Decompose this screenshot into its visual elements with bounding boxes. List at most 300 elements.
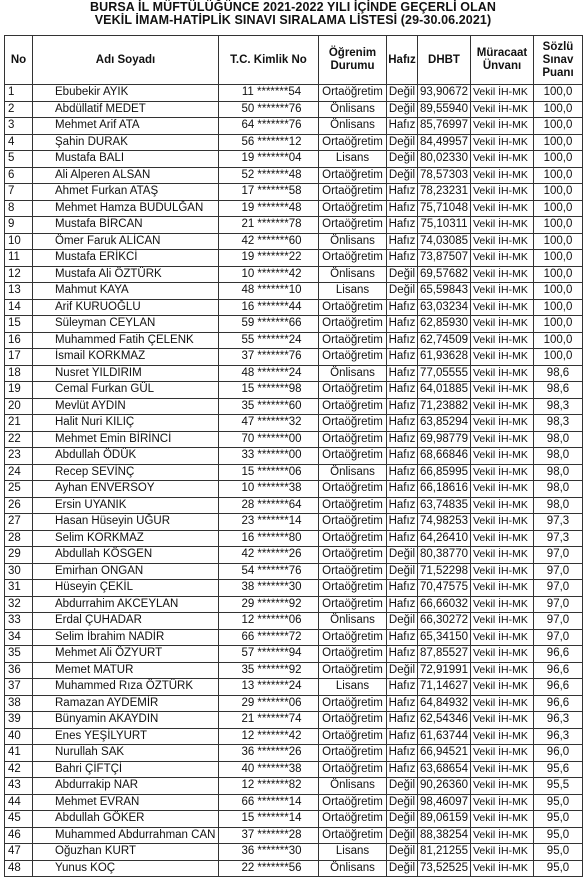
cell-education: Ortaöğretim [319,167,387,184]
cell-name: Nusret YILDIRIM [33,365,219,382]
cell-no: 32 [5,596,33,613]
table-row [5,811,583,828]
cell-name: İsmail KORKMAZ [33,349,219,366]
table-row [5,481,583,498]
cell-education: Ortaöğretim [319,646,387,663]
col-header-no: No [5,36,33,85]
cell-oral-score: 96,0 [534,745,583,762]
cell-name: Abdüllatif MEDET [33,101,219,118]
cell-tc-id: 42 *******26 [219,547,319,564]
cell-dhbt: 66,94521 [418,745,471,762]
cell-tc-id: 35 *******92 [219,662,319,679]
cell-name: Mustafa BALI [33,151,219,168]
cell-application-title: Vekil İH-MK [471,316,534,333]
cell-dhbt: 73,52525 [418,860,471,877]
cell-name: Abdullah ÖDÜK [33,448,219,465]
cell-application-title: Vekil İH-MK [471,464,534,481]
cell-application-title: Vekil İH-MK [471,679,534,696]
cell-application-title: Vekil İH-MK [471,184,534,201]
cell-education: Ortaöğretim [319,547,387,564]
cell-education: Ortaöğretim [319,431,387,448]
cell-tc-id: 55 *******24 [219,332,319,349]
cell-no: 16 [5,332,33,349]
cell-hafiz: Hafız [387,415,418,432]
cell-name: Mevlüt AYDIN [33,398,219,415]
cell-hafiz: Hafız [387,745,418,762]
table-row [5,530,583,547]
cell-application-title: Vekil İH-MK [471,167,534,184]
cell-dhbt: 69,98779 [418,431,471,448]
col-header-oral-exam-score: Sözlü Sınav Puanı [534,36,583,85]
cell-tc-id: 12 *******42 [219,728,319,745]
cell-name: Süleyman CEYLAN [33,316,219,333]
cell-tc-id: 10 *******42 [219,266,319,283]
cell-tc-id: 15 *******06 [219,464,319,481]
table-row [5,415,583,432]
cell-hafiz: Değil [387,101,418,118]
cell-dhbt: 64,26410 [418,530,471,547]
cell-application-title: Vekil İH-MK [471,596,534,613]
cell-dhbt: 90,26360 [418,778,471,795]
cell-oral-score: 100,0 [534,200,583,217]
cell-name: Recep SEVİNÇ [33,464,219,481]
cell-no: 34 [5,629,33,646]
cell-hafiz: Hafız [387,464,418,481]
cell-education: Ortaöğretim [319,761,387,778]
table-row [5,299,583,316]
cell-education: Ortaöğretim [319,563,387,580]
cell-application-title: Vekil İH-MK [471,629,534,646]
cell-education: Önlisans [319,266,387,283]
cell-education: Ortaöğretim [319,316,387,333]
cell-name: Enes YEŞİLYURT [33,728,219,745]
cell-application-title: Vekil İH-MK [471,580,534,597]
table-row [5,728,583,745]
cell-name: Bünyamin AKAYDIN [33,712,219,729]
cell-tc-id: 21 *******78 [219,217,319,234]
cell-education: Lisans [319,151,387,168]
cell-no: 9 [5,217,33,234]
cell-no: 41 [5,745,33,762]
cell-no: 5 [5,151,33,168]
cell-dhbt: 63,68654 [418,761,471,778]
cell-hafiz: Değil [387,266,418,283]
cell-dhbt: 71,23882 [418,398,471,415]
cell-hafiz: Hafız [387,398,418,415]
cell-no: 25 [5,481,33,498]
cell-application-title: Vekil İH-MK [471,398,534,415]
cell-application-title: Vekil İH-MK [471,728,534,745]
cell-tc-id: 36 *******30 [219,844,319,861]
document-title-line-2: VEKİL İMAM-HATİPLİK SINAVI SIRALAMA LİSTESİ (29-30.06.2021) [94,13,492,27]
cell-hafiz: Değil [387,844,418,861]
table-row [5,514,583,531]
cell-application-title: Vekil İH-MK [471,712,534,729]
cell-education: Ortaöğretim [319,827,387,844]
cell-tc-id: 48 *******10 [219,283,319,300]
cell-oral-score: 98,3 [534,415,583,432]
table-row [5,860,583,877]
cell-no: 3 [5,118,33,135]
cell-oral-score: 100,0 [534,349,583,366]
cell-dhbt: 61,93628 [418,349,471,366]
cell-no: 17 [5,349,33,366]
cell-hafiz: Hafız [387,316,418,333]
cell-name: Muhammed Abdurrahman CAN [33,827,219,844]
cell-no: 21 [5,415,33,432]
table-row [5,712,583,729]
table-row [5,398,583,415]
cell-name: Ramazan AYDEMİR [33,695,219,712]
table-row [5,761,583,778]
cell-dhbt: 64,01885 [418,382,471,399]
cell-hafiz: Hafız [387,679,418,696]
cell-no: 28 [5,530,33,547]
cell-no: 47 [5,844,33,861]
cell-tc-id: 22 *******56 [219,860,319,877]
table-row [5,596,583,613]
cell-no: 26 [5,497,33,514]
cell-application-title: Vekil İH-MK [471,794,534,811]
cell-application-title: Vekil İH-MK [471,481,534,498]
cell-hafiz: Değil [387,85,418,102]
cell-oral-score: 100,0 [534,85,583,102]
cell-application-title: Vekil İH-MK [471,349,534,366]
cell-name: Mehmet EVRAN [33,794,219,811]
cell-no: 15 [5,316,33,333]
cell-no: 11 [5,250,33,267]
cell-education: Ortaöğretim [319,580,387,597]
cell-dhbt: 89,06159 [418,811,471,828]
cell-education: Lisans [319,679,387,696]
cell-education: Ortaöğretim [319,250,387,267]
cell-application-title: Vekil İH-MK [471,283,534,300]
cell-education: Ortaöğretim [319,299,387,316]
cell-dhbt: 74,03085 [418,233,471,250]
cell-application-title: Vekil İH-MK [471,547,534,564]
cell-tc-id: 38 *******30 [219,580,319,597]
cell-oral-score: 95,0 [534,844,583,861]
col-header-name: Adı Soyadı [33,36,219,85]
cell-no: 2 [5,101,33,118]
cell-tc-id: 19 *******22 [219,250,319,267]
cell-tc-id: 29 *******92 [219,596,319,613]
cell-dhbt: 62,74509 [418,332,471,349]
cell-hafiz: Hafız [387,332,418,349]
cell-education: Önlisans [319,860,387,877]
cell-no: 24 [5,464,33,481]
cell-dhbt: 71,14627 [418,679,471,696]
cell-hafiz: Hafız [387,530,418,547]
cell-dhbt: 62,85930 [418,316,471,333]
cell-application-title: Vekil İH-MK [471,563,534,580]
cell-education: Ortaöğretim [319,794,387,811]
cell-tc-id: 35 *******60 [219,398,319,415]
table-row [5,613,583,630]
cell-dhbt: 78,57303 [418,167,471,184]
cell-education: Lisans [319,844,387,861]
table-header-row [5,36,583,85]
cell-dhbt: 63,03234 [418,299,471,316]
cell-dhbt: 68,66846 [418,448,471,465]
cell-education: Ortaöğretim [319,514,387,531]
cell-application-title: Vekil İH-MK [471,530,534,547]
cell-dhbt: 75,71048 [418,200,471,217]
table-row [5,382,583,399]
cell-no: 23 [5,448,33,465]
cell-application-title: Vekil İH-MK [471,778,534,795]
cell-education: Ortaöğretim [319,629,387,646]
cell-application-title: Vekil İH-MK [471,217,534,234]
cell-dhbt: 80,38770 [418,547,471,564]
cell-no: 40 [5,728,33,745]
cell-hafiz: Hafız [387,629,418,646]
cell-tc-id: 66 *******14 [219,794,319,811]
table-row [5,184,583,201]
cell-dhbt: 74,98253 [418,514,471,531]
cell-tc-id: 11 *******54 [219,85,319,102]
col-header-application-title: Müracaat Ünvanı [471,36,534,85]
cell-application-title: Vekil İH-MK [471,761,534,778]
cell-application-title: Vekil İH-MK [471,844,534,861]
cell-dhbt: 62,54346 [418,712,471,729]
cell-hafiz: Hafız [387,349,418,366]
cell-application-title: Vekil İH-MK [471,85,534,102]
cell-no: 48 [5,860,33,877]
cell-application-title: Vekil İH-MK [471,695,534,712]
table-row [5,464,583,481]
cell-hafiz: Hafız [387,728,418,745]
cell-oral-score: 95,0 [534,860,583,877]
cell-name: Emirhan ONGAN [33,563,219,580]
cell-no: 46 [5,827,33,844]
cell-oral-score: 98,6 [534,365,583,382]
table-row [5,283,583,300]
cell-dhbt: 70,47575 [418,580,471,597]
cell-education: Ortaöğretim [319,728,387,745]
cell-hafiz: Değil [387,167,418,184]
cell-dhbt: 93,90672 [418,85,471,102]
cell-tc-id: 64 *******76 [219,118,319,135]
cell-no: 37 [5,679,33,696]
cell-education: Önlisans [319,613,387,630]
cell-dhbt: 65,34150 [418,629,471,646]
cell-application-title: Vekil İH-MK [471,431,534,448]
cell-tc-id: 12 *******82 [219,778,319,795]
cell-education: Ortaöğretim [319,217,387,234]
cell-education: Önlisans [319,233,387,250]
cell-education: Önlisans [319,118,387,135]
cell-no: 44 [5,794,33,811]
cell-hafiz: Hafız [387,580,418,597]
cell-oral-score: 100,0 [534,332,583,349]
cell-no: 43 [5,778,33,795]
cell-oral-score: 100,0 [534,316,583,333]
cell-hafiz: Değil [387,563,418,580]
table-row [5,695,583,712]
cell-education: Ortaöğretim [319,415,387,432]
cell-oral-score: 97,0 [534,547,583,564]
table-row [5,349,583,366]
cell-name: Hüseyin ÇEKİL [33,580,219,597]
cell-oral-score: 98,0 [534,481,583,498]
cell-education: Ortaöğretim [319,497,387,514]
cell-hafiz: Hafız [387,646,418,663]
cell-no: 45 [5,811,33,828]
cell-oral-score: 97,0 [534,613,583,630]
cell-hafiz: Değil [387,547,418,564]
table-row [5,85,583,102]
cell-oral-score: 95,0 [534,827,583,844]
cell-no: 4 [5,134,33,151]
cell-tc-id: 10 *******38 [219,481,319,498]
cell-hafiz: Hafız [387,514,418,531]
cell-tc-id: 19 *******04 [219,151,319,168]
cell-tc-id: 37 *******28 [219,827,319,844]
table-row [5,217,583,234]
cell-tc-id: 15 *******98 [219,382,319,399]
cell-no: 6 [5,167,33,184]
cell-name: Mustafa BİRCAN [33,217,219,234]
cell-hafiz: Hafız [387,118,418,135]
cell-application-title: Vekil İH-MK [471,134,534,151]
ranking-table [4,35,583,877]
cell-dhbt: 73,87507 [418,250,471,267]
cell-name: Abdurrahim AKCEYLAN [33,596,219,613]
cell-education: Ortaöğretim [319,530,387,547]
table-row [5,134,583,151]
cell-name: Ömer Faruk ALİCAN [33,233,219,250]
cell-education: Ortaöğretim [319,712,387,729]
cell-no: 12 [5,266,33,283]
cell-application-title: Vekil İH-MK [471,382,534,399]
cell-no: 22 [5,431,33,448]
cell-no: 42 [5,761,33,778]
cell-hafiz: Değil [387,283,418,300]
cell-hafiz: Hafız [387,448,418,465]
cell-oral-score: 100,0 [534,250,583,267]
cell-oral-score: 100,0 [534,167,583,184]
cell-oral-score: 98,0 [534,464,583,481]
cell-education: Ortaöğretim [319,811,387,828]
cell-dhbt: 71,52298 [418,563,471,580]
col-header-dhbt: DHBT [418,36,471,85]
cell-oral-score: 100,0 [534,134,583,151]
table-row [5,365,583,382]
cell-application-title: Vekil İH-MK [471,151,534,168]
cell-hafiz: Değil [387,662,418,679]
cell-oral-score: 96,6 [534,646,583,663]
cell-tc-id: 13 *******24 [219,679,319,696]
table-row [5,250,583,267]
cell-application-title: Vekil İH-MK [471,448,534,465]
cell-dhbt: 81,21255 [418,844,471,861]
cell-no: 20 [5,398,33,415]
cell-dhbt: 80,02330 [418,151,471,168]
cell-name: Cemal Furkan GÜL [33,382,219,399]
cell-dhbt: 75,10311 [418,217,471,234]
table-row [5,646,583,663]
cell-dhbt: 78,23231 [418,184,471,201]
cell-tc-id: 15 *******14 [219,811,319,828]
table-row [5,448,583,465]
cell-tc-id: 28 *******64 [219,497,319,514]
cell-hafiz: Hafız [387,481,418,498]
cell-name: Abdullah GÖKER [33,811,219,828]
cell-application-title: Vekil İH-MK [471,860,534,877]
cell-no: 13 [5,283,33,300]
cell-oral-score: 100,0 [534,283,583,300]
cell-education: Önlisans [319,365,387,382]
cell-oral-score: 95,5 [534,778,583,795]
table-row [5,844,583,861]
cell-education: Ortaöğretim [319,200,387,217]
table-row [5,266,583,283]
table-row [5,101,583,118]
cell-dhbt: 72,91991 [418,662,471,679]
cell-no: 27 [5,514,33,531]
cell-dhbt: 64,84932 [418,695,471,712]
cell-oral-score: 95,0 [534,794,583,811]
cell-dhbt: 66,30272 [418,613,471,630]
cell-application-title: Vekil İH-MK [471,250,534,267]
cell-application-title: Vekil İH-MK [471,118,534,135]
cell-name: Bahri ÇİFTÇİ [33,761,219,778]
cell-no: 31 [5,580,33,597]
cell-dhbt: 69,57682 [418,266,471,283]
cell-dhbt: 87,85527 [418,646,471,663]
cell-dhbt: 66,66032 [418,596,471,613]
cell-application-title: Vekil İH-MK [471,365,534,382]
cell-application-title: Vekil İH-MK [471,266,534,283]
col-header-education: Öğrenim Durumu [319,36,387,85]
cell-oral-score: 98,0 [534,431,583,448]
cell-name: Selim KORKMAZ [33,530,219,547]
cell-application-title: Vekil İH-MK [471,613,534,630]
cell-hafiz: Hafız [387,712,418,729]
cell-name: Oğuzhan KURT [33,844,219,861]
cell-dhbt: 63,85294 [418,415,471,432]
cell-application-title: Vekil İH-MK [471,200,534,217]
cell-no: 1 [5,85,33,102]
cell-name: Hasan Hüseyin UĞUR [33,514,219,531]
cell-hafiz: Hafız [387,217,418,234]
cell-name: Mahmut KAYA [33,283,219,300]
table-row [5,629,583,646]
cell-tc-id: 50 *******76 [219,101,319,118]
cell-oral-score: 100,0 [534,101,583,118]
cell-hafiz: Değil [387,134,418,151]
cell-no: 30 [5,563,33,580]
cell-dhbt: 89,55940 [418,101,471,118]
cell-hafiz: Değil [387,613,418,630]
cell-no: 39 [5,712,33,729]
cell-application-title: Vekil İH-MK [471,662,534,679]
cell-name: Arif KURUOĞLU [33,299,219,316]
cell-dhbt: 63,74835 [418,497,471,514]
cell-oral-score: 100,0 [534,151,583,168]
cell-education: Ortaöğretim [319,332,387,349]
cell-hafiz: Hafız [387,761,418,778]
cell-name: Ahmet Furkan ATAŞ [33,184,219,201]
cell-oral-score: 97,3 [534,530,583,547]
cell-hafiz: Değil [387,778,418,795]
cell-hafiz: Hafız [387,299,418,316]
cell-oral-score: 100,0 [534,184,583,201]
table-body [5,85,583,877]
cell-name: Mehmet Emin BİRİNCİ [33,431,219,448]
cell-oral-score: 97,0 [534,629,583,646]
